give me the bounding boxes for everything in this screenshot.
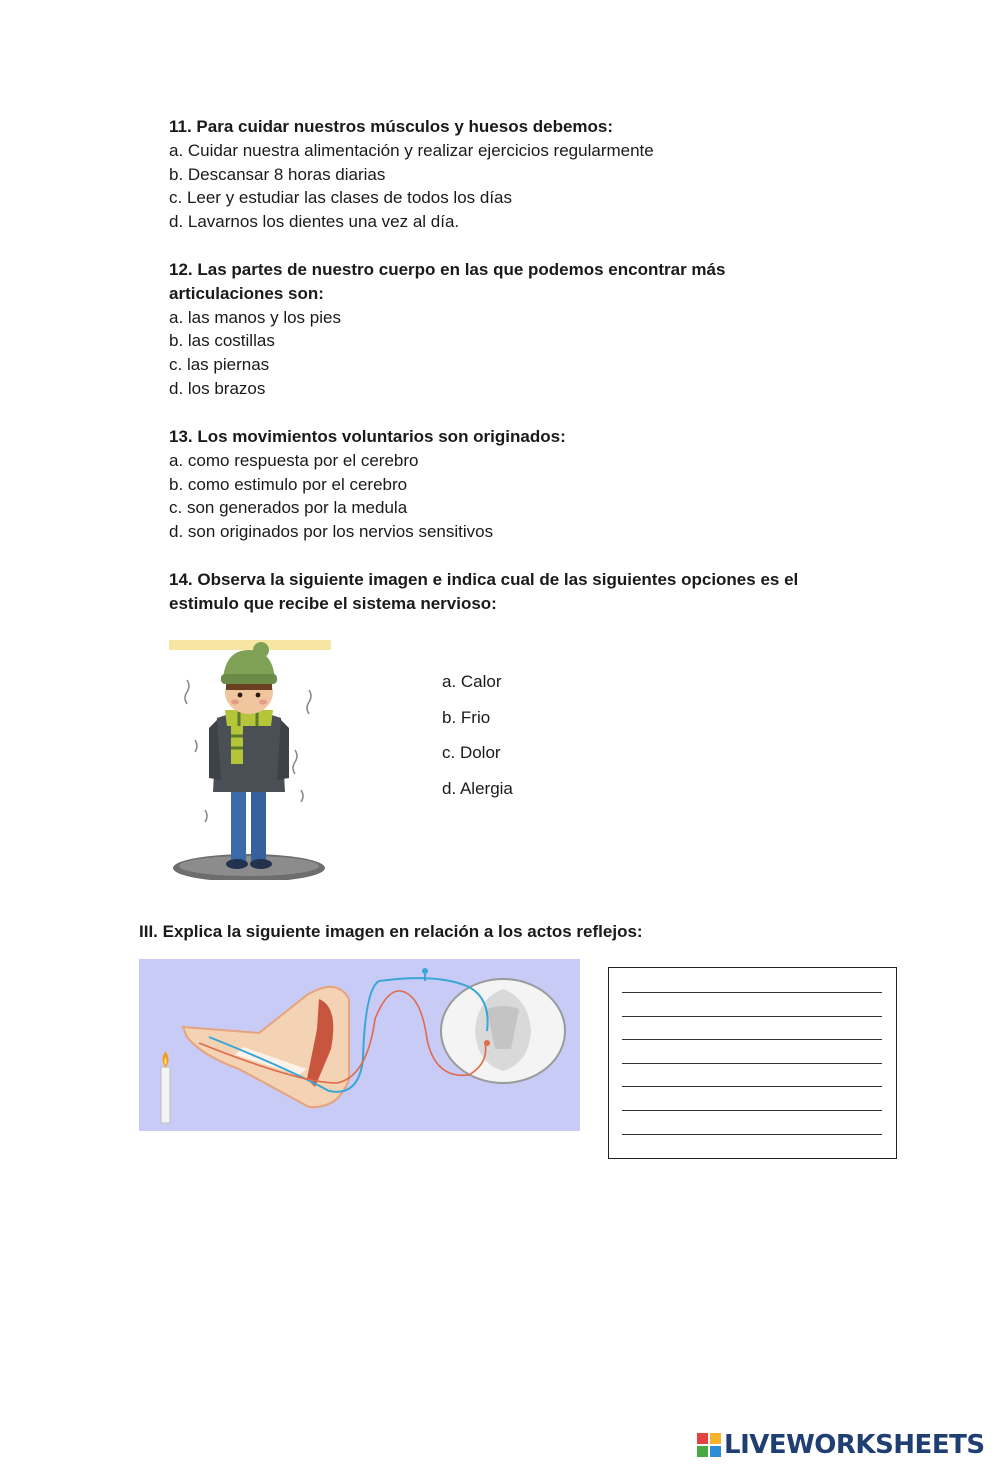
question-12-option-d: d. los brazos <box>169 378 266 398</box>
answer-line[interactable] <box>622 992 882 993</box>
question-13-option-b: b. como estimulo por el cerebro <box>169 474 408 494</box>
question-11 <box>169 115 869 234</box>
question-11-option-c: c. Leer y estudiar las clases de todos los días <box>169 188 513 208</box>
question-12-option-c: c. las piernas <box>169 355 270 375</box>
question-12 <box>169 258 869 401</box>
question-13-title: 13. Los movimientos voluntarios son originados: <box>169 427 566 446</box>
question-13-option-a: a. como respuesta por el cerebro <box>169 450 419 470</box>
question-12-option-a: a. las manos y los pies <box>169 307 341 327</box>
question-13-option-c: c. son generados por la medula <box>169 498 408 518</box>
cold-boy-illustration <box>169 640 331 880</box>
question-11-title: 11. Para cuidar nuestros músculos y huesos debemos: <box>169 117 614 136</box>
question-14-title-line2: estimulo que recibe el sistema nervioso: <box>169 593 497 613</box>
question-13-option-d: d. son originados por los nervios sensitivos <box>169 522 494 542</box>
liveworksheets-mark-icon <box>697 1433 721 1457</box>
question-12-title-line2: articulaciones son: <box>169 283 324 303</box>
question-11-option-a: a. Cuidar nuestra alimentación y realizar ejercicios regularmente <box>169 140 654 160</box>
question-14-option-d: d. Alergia <box>442 779 513 799</box>
question-11-option-d: d. Lavarnos los dientes una vez al día. <box>169 212 460 232</box>
answer-line[interactable] <box>622 1134 882 1135</box>
liveworksheets-wordmark: LIVEWORKSHEETS <box>724 1430 985 1460</box>
liveworksheets-logo <box>697 1428 985 1462</box>
section-3-title: III. Explica la siguiente imagen en relación a los actos reflejos: <box>139 922 643 941</box>
answer-line[interactable] <box>622 1016 882 1017</box>
reflex-arc-illustration <box>139 959 580 1131</box>
question-14-options <box>442 670 513 813</box>
question-11-option-b: b. Descansar 8 horas diarias <box>169 164 386 184</box>
question-12-option-b: b. las costillas <box>169 331 275 351</box>
question-14-option-b: b. Frio <box>442 707 491 727</box>
answer-line[interactable] <box>622 1110 882 1111</box>
answer-line[interactable] <box>622 1063 882 1064</box>
answer-box[interactable] <box>608 967 897 1159</box>
answer-line[interactable] <box>622 1086 882 1087</box>
question-14 <box>169 568 869 616</box>
question-14-option-a: a. Calor <box>442 672 502 691</box>
question-14-title-line1: 14. Observa la siguiente imagen e indica cual de las siguientes opciones es el <box>169 570 799 589</box>
question-14-option-c: c. Dolor <box>442 743 501 763</box>
answer-line[interactable] <box>622 1039 882 1040</box>
question-12-title-line1: 12. Las partes de nuestro cuerpo en las que podemos encontrar más <box>169 260 726 279</box>
question-13 <box>169 425 869 544</box>
